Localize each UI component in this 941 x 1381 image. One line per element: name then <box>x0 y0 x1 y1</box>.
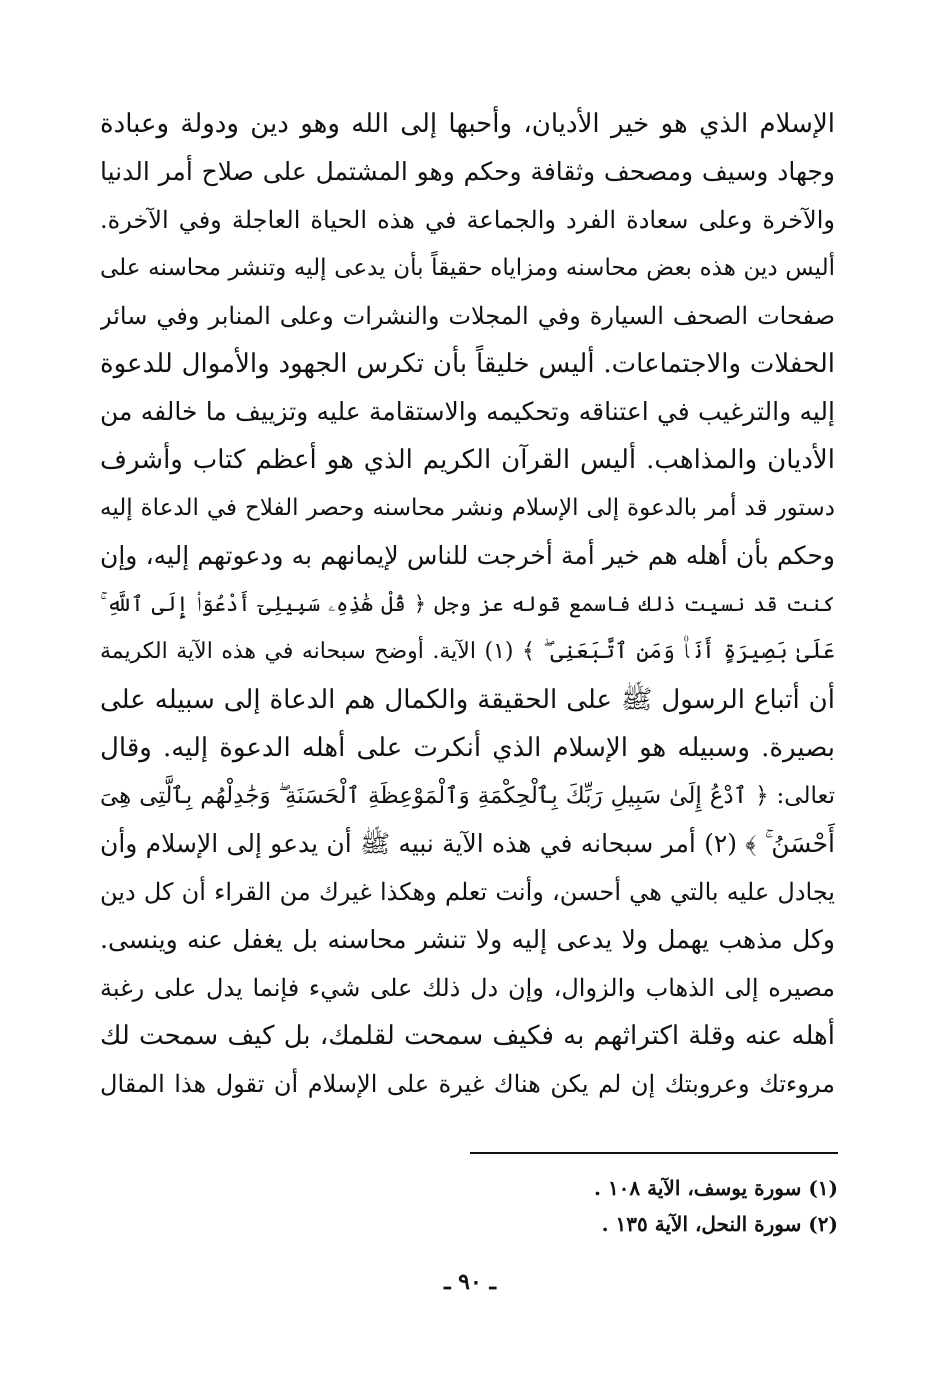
footnote-2: (٢) سورة النحل، الآية ١٣٥ . <box>601 1212 838 1236</box>
footnotes <box>440 1170 838 1242</box>
text-line: وحكم بأن أهله هم خير أمة أخرجت للناس لإيمانهم به ودعوتهم إليه، وإن <box>100 541 835 570</box>
text-line: وجهاد وسيف ومصحف وثقافة وحكم وهو المشتمل على صلاح أمر الدنيا <box>100 157 835 186</box>
text-line: يجادل عليه بالتي هي أحسن، وأنت تعلم وهكذا غيرك من القراء أن كل دين <box>100 878 835 906</box>
text-line: الأديان والمذاهب. أليس القرآن الكريم الذي هو أعظم كتاب وأشرف <box>100 445 835 475</box>
text-line: أهله عنه وقلة اكتراثهم به فكيف سمحت لقلمك، بل كيف سمحت لك <box>100 1021 835 1051</box>
body-text <box>100 100 835 1108</box>
text-line: إليه والترغيب في اعتناقه وتحكيمه والاستقامة عليه وتزييف ما خالفه من <box>100 397 835 426</box>
text-line: دستور قد أمر بالدعوة إلى الإسلام ونشر محاسنه وحصر الفلاح في الدعاة إليه <box>100 495 835 521</box>
quran-verse-line: أَحْسَنُ ۚ ﴾ (٢) أمر سبحانه في هذه الآية نبيه ﷺ أن يدعو إلى الإسلام وأن <box>100 829 835 858</box>
footnote-divider <box>470 1152 838 1154</box>
quran-verse-line: تعالى: ﴿ ٱدْعُ إِلَىٰ سَبِيلِ رَبِّكَ بِٱلْحِكْمَةِ وَٱلْمَوْعِظَةِ ٱلْحَسَنَةِ ۖ وَجَٰدِلْهُم بِٱلَّتِى هِىَ <box>100 783 835 809</box>
text-line: وكل مذهب يهمل ولا يدعى إليه ولا تنشر محاسنه بل يغفل عنه وينسى. <box>100 925 835 954</box>
text-line: صفحات الصحف السيارة وفي المجلات والنشرات وعلى المنابر وفي سائر <box>100 302 835 330</box>
text-line: الإسلام الذي هو خير الأديان، وأحبها إلى الله وهو دين ودولة وعبادة <box>100 109 835 139</box>
quran-verse-line: عَلَىٰ بَصِيرَةٍ أَنَا۠ وَمَنِ ٱتَّبَعَنِى ۖ ﴾ (١) الآية. أوضح سبحانه في هذه الآية الكريمة <box>100 639 835 664</box>
text-line: الحفلات والاجتماعات. أليس خليقاً بأن تكرس الجهود والأموال للدعوة <box>100 349 835 379</box>
text-line: والآخرة وعلى سعادة الفرد والجماعة في هذه الحياة العاجلة وفي الآخرة. <box>100 206 835 234</box>
text-line: أليس دين هذه بعض محاسنه ومزاياه حقيقاً بأن يدعى إليه وتنشر محاسنه على <box>100 255 835 281</box>
text-line: مروءتك وعروبتك إن لم يكن هناك غيرة على الإسلام أن تقول هذا المقال <box>100 1070 835 1098</box>
text-line: أن أتباع الرسول ﷺ على الحقيقة والكمال هم الدعاة إلى سبيله على <box>100 685 835 715</box>
quran-verse-line: كنت قد نسيت ذلك فاسمع قوله عز وجل ﴿ قُلْ هَٰذِهِۦ سَبِيلِىٓ أَدْعُوٓا۟ إِلَى ٱللَّهِ ۚ <box>100 592 835 616</box>
footnote-1: (١) سورة يوسف، الآية ١٠٨ . <box>594 1176 838 1200</box>
text-line: مصيره إلى الذهاب والزوال، وإن دل ذلك على شيء فإنما يدل على رغبة <box>100 974 835 1002</box>
page-number: ـ ٩٠ ـ <box>444 1269 496 1295</box>
text-line: بصيرة. وسبيله هو الإسلام الذي أنكرت على أهله الدعوة إليه. وقال <box>100 733 835 763</box>
